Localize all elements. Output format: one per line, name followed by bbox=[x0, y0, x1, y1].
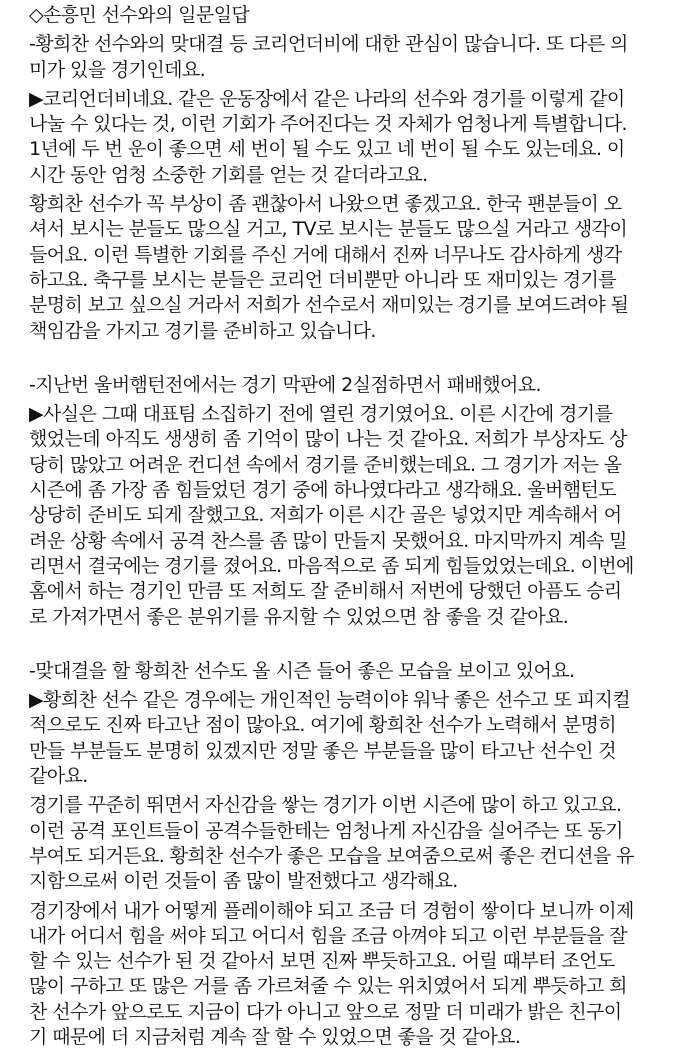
answer-line: 적으로도 진짜 타고난 점이 많아요. 여기에 황희찬 선수가 노력해서 분명히 bbox=[29, 714, 617, 737]
answer-line: 셔서 보시는 분들도 많으실 거고, TV로 보시는 분들도 많으실 거라고 생각이 bbox=[29, 218, 628, 241]
answer-line: 분명히 보고 싶으실 거라서 저희가 선수로서 재미있는 경기를 보여드려야 될 bbox=[29, 294, 629, 317]
answer-line: 했었는데 아직도 생생히 좀 기억이 많이 나는 것 같아요. 저희가 부상자도 상 bbox=[29, 428, 627, 451]
question-paragraph bbox=[29, 373, 700, 398]
answer-line: 경기장에서 내가 어떻게 플레이해야 되고 조금 더 경험이 쌓이다 보니까 이제 bbox=[29, 899, 634, 922]
answer-line: ▶황희찬 선수 같은 경우에는 개인적인 능력이야 워낙 좋은 선수고 또 피지컬 bbox=[29, 689, 631, 712]
answer-paragraph bbox=[29, 192, 700, 344]
answer-line: 기 때문에 더 지금처럼 계속 잘 할 수 있었으면 좋을 것 같아요. bbox=[29, 1025, 521, 1048]
answer-line: 리면서 결국에는 경기를 졌어요. 마음적으로 좀 되게 힘들었었는데요. 이번에 bbox=[29, 554, 634, 577]
answer-line: 당히 많았고 어려운 컨디션 속에서 경기를 준비했는데요. 그 경기가 저는 올 bbox=[29, 453, 622, 476]
answer-line: 부여도 되거든요. 황희찬 선수가 좋은 모습을 보여줌으로써 좋은 컨디션을 유 bbox=[29, 844, 634, 867]
answer-line: 할 수 있는 선수가 된 것 같아서 보면 진짜 뿌듯하고요. 어릴 때부터 조언도 bbox=[29, 950, 615, 973]
answer-line: 내가 어디서 힘을 써야 되고 어디서 힘을 조금 아껴야 되고 이런 부분들을 잘 bbox=[29, 924, 627, 947]
answer-paragraph bbox=[29, 688, 700, 789]
answer-line: 홈에서 하는 경기인 만큼 또 저희도 잘 준비해서 저번에 당했던 아픔도 승리 bbox=[29, 580, 622, 603]
answer-paragraph bbox=[29, 793, 700, 894]
answer-line: ▶사실은 그때 대표팀 소집하기 전에 열린 경기였어요. 이른 시간에 경기를 bbox=[29, 403, 613, 426]
question-paragraph bbox=[29, 32, 700, 83]
answer-line: 찬 선수가 앞으로도 지금이 다가 아니고 앞으로 정말 더 미래가 밝은 친구이 bbox=[29, 1000, 622, 1023]
answer-paragraph bbox=[29, 87, 700, 188]
answer-line: 들어요. 이런 특별한 기회를 주신 거에 대해서 진짜 너무나도 감사하게 생각 bbox=[29, 243, 622, 266]
qa-section bbox=[29, 373, 700, 630]
answer-line: 시즌에 좀 가장 좀 힘들었던 경기 중에 하나였다라고 생각해요. 울버햄턴도 bbox=[29, 479, 617, 502]
question-line: -황희찬 선수와의 맞대결 등 코리언더비에 대한 관심이 많습니다. 또 다른 의 bbox=[29, 33, 628, 56]
answer-line: 많이 구하고 또 많은 거를 좀 가르쳐줄 수 있는 위치였어서 되게 뿌듯하고 희 bbox=[29, 975, 627, 998]
answer-line: 하고요. 축구를 보시는 분들은 코리언 더비뿐만 아니라 또 재미있는 경기를 bbox=[29, 268, 617, 291]
question-line: -지난번 울버햄턴전에서는 경기 막판에 2실점하면서 패배했어요. bbox=[29, 373, 541, 396]
section-spacer bbox=[29, 348, 700, 373]
answer-paragraph bbox=[29, 402, 700, 630]
question-line: 미가 있을 경기인데요. bbox=[29, 58, 206, 81]
answer-line: 지함으로써 이런 것들이 좀 많이 발전했다고 생각해요. bbox=[29, 870, 458, 893]
answer-line: 나눌 수 있다는 것, 이런 기회가 주어진다는 것 자체가 엄청나게 특별합니다. bbox=[29, 113, 627, 136]
answer-line: 상당히 준비도 되게 잘했고요. 저희가 이른 시간 골은 넣었지만 계속해서 어 bbox=[29, 504, 622, 527]
section-spacer bbox=[29, 634, 700, 659]
title-line: ◇손흥민 선수와의 일문일답 bbox=[29, 4, 250, 26]
answer-line: 책임감을 가지고 경기를 준비하고 있습니다. bbox=[29, 319, 376, 342]
answer-line: 려운 상황 속에서 공격 찬스를 좀 많이 만들지 못했어요. 마지막까지 계속 밀 bbox=[29, 529, 627, 552]
answer-line: 1년에 두 번 운이 좋으면 세 번이 될 수도 있고 네 번이 될 수도 있는데요. 이 bbox=[29, 138, 625, 161]
answer-paragraph bbox=[29, 899, 700, 1051]
interview-title bbox=[29, 3, 700, 28]
answer-line: 로 가져가면서 좋은 분위기를 유지할 수 있었으면 참 좋을 것 같아요. bbox=[29, 605, 569, 628]
question-paragraph bbox=[29, 659, 700, 684]
answer-line: 만들 부분들도 분명히 있겠지만 정말 좋은 부분들을 많이 타고난 선수인 것 bbox=[29, 739, 617, 762]
question-line: -맞대결을 할 황희찬 선수도 올 시즌 들어 좋은 모습을 보이고 있어요. bbox=[29, 659, 575, 682]
answer-line: 시간 동안 엄청 소중한 기회를 얻는 것 같더라고요. bbox=[29, 163, 428, 186]
qa-section bbox=[29, 659, 700, 1050]
qa-sections bbox=[29, 32, 700, 1050]
answer-line: 이런 공격 포인트들이 공격수들한테는 엄청나게 자신감을 실어주는 또 동기 bbox=[29, 819, 623, 842]
answer-line: 같아요. bbox=[29, 765, 88, 788]
qa-section bbox=[29, 32, 700, 344]
answer-line: 황희찬 선수가 꼭 부상이 좀 괜찮아서 나왔으면 좋겠고요. 한국 팬분들이 오 bbox=[29, 193, 622, 216]
answer-line: 경기를 꾸준히 뛰면서 자신감을 쌓는 경기가 이번 시즌에 많이 하고 있고요. bbox=[29, 794, 622, 817]
answer-line: ▶코리언더비네요. 같은 운동장에서 같은 나라의 선수와 경기를 이렇게 같이 bbox=[29, 87, 625, 110]
